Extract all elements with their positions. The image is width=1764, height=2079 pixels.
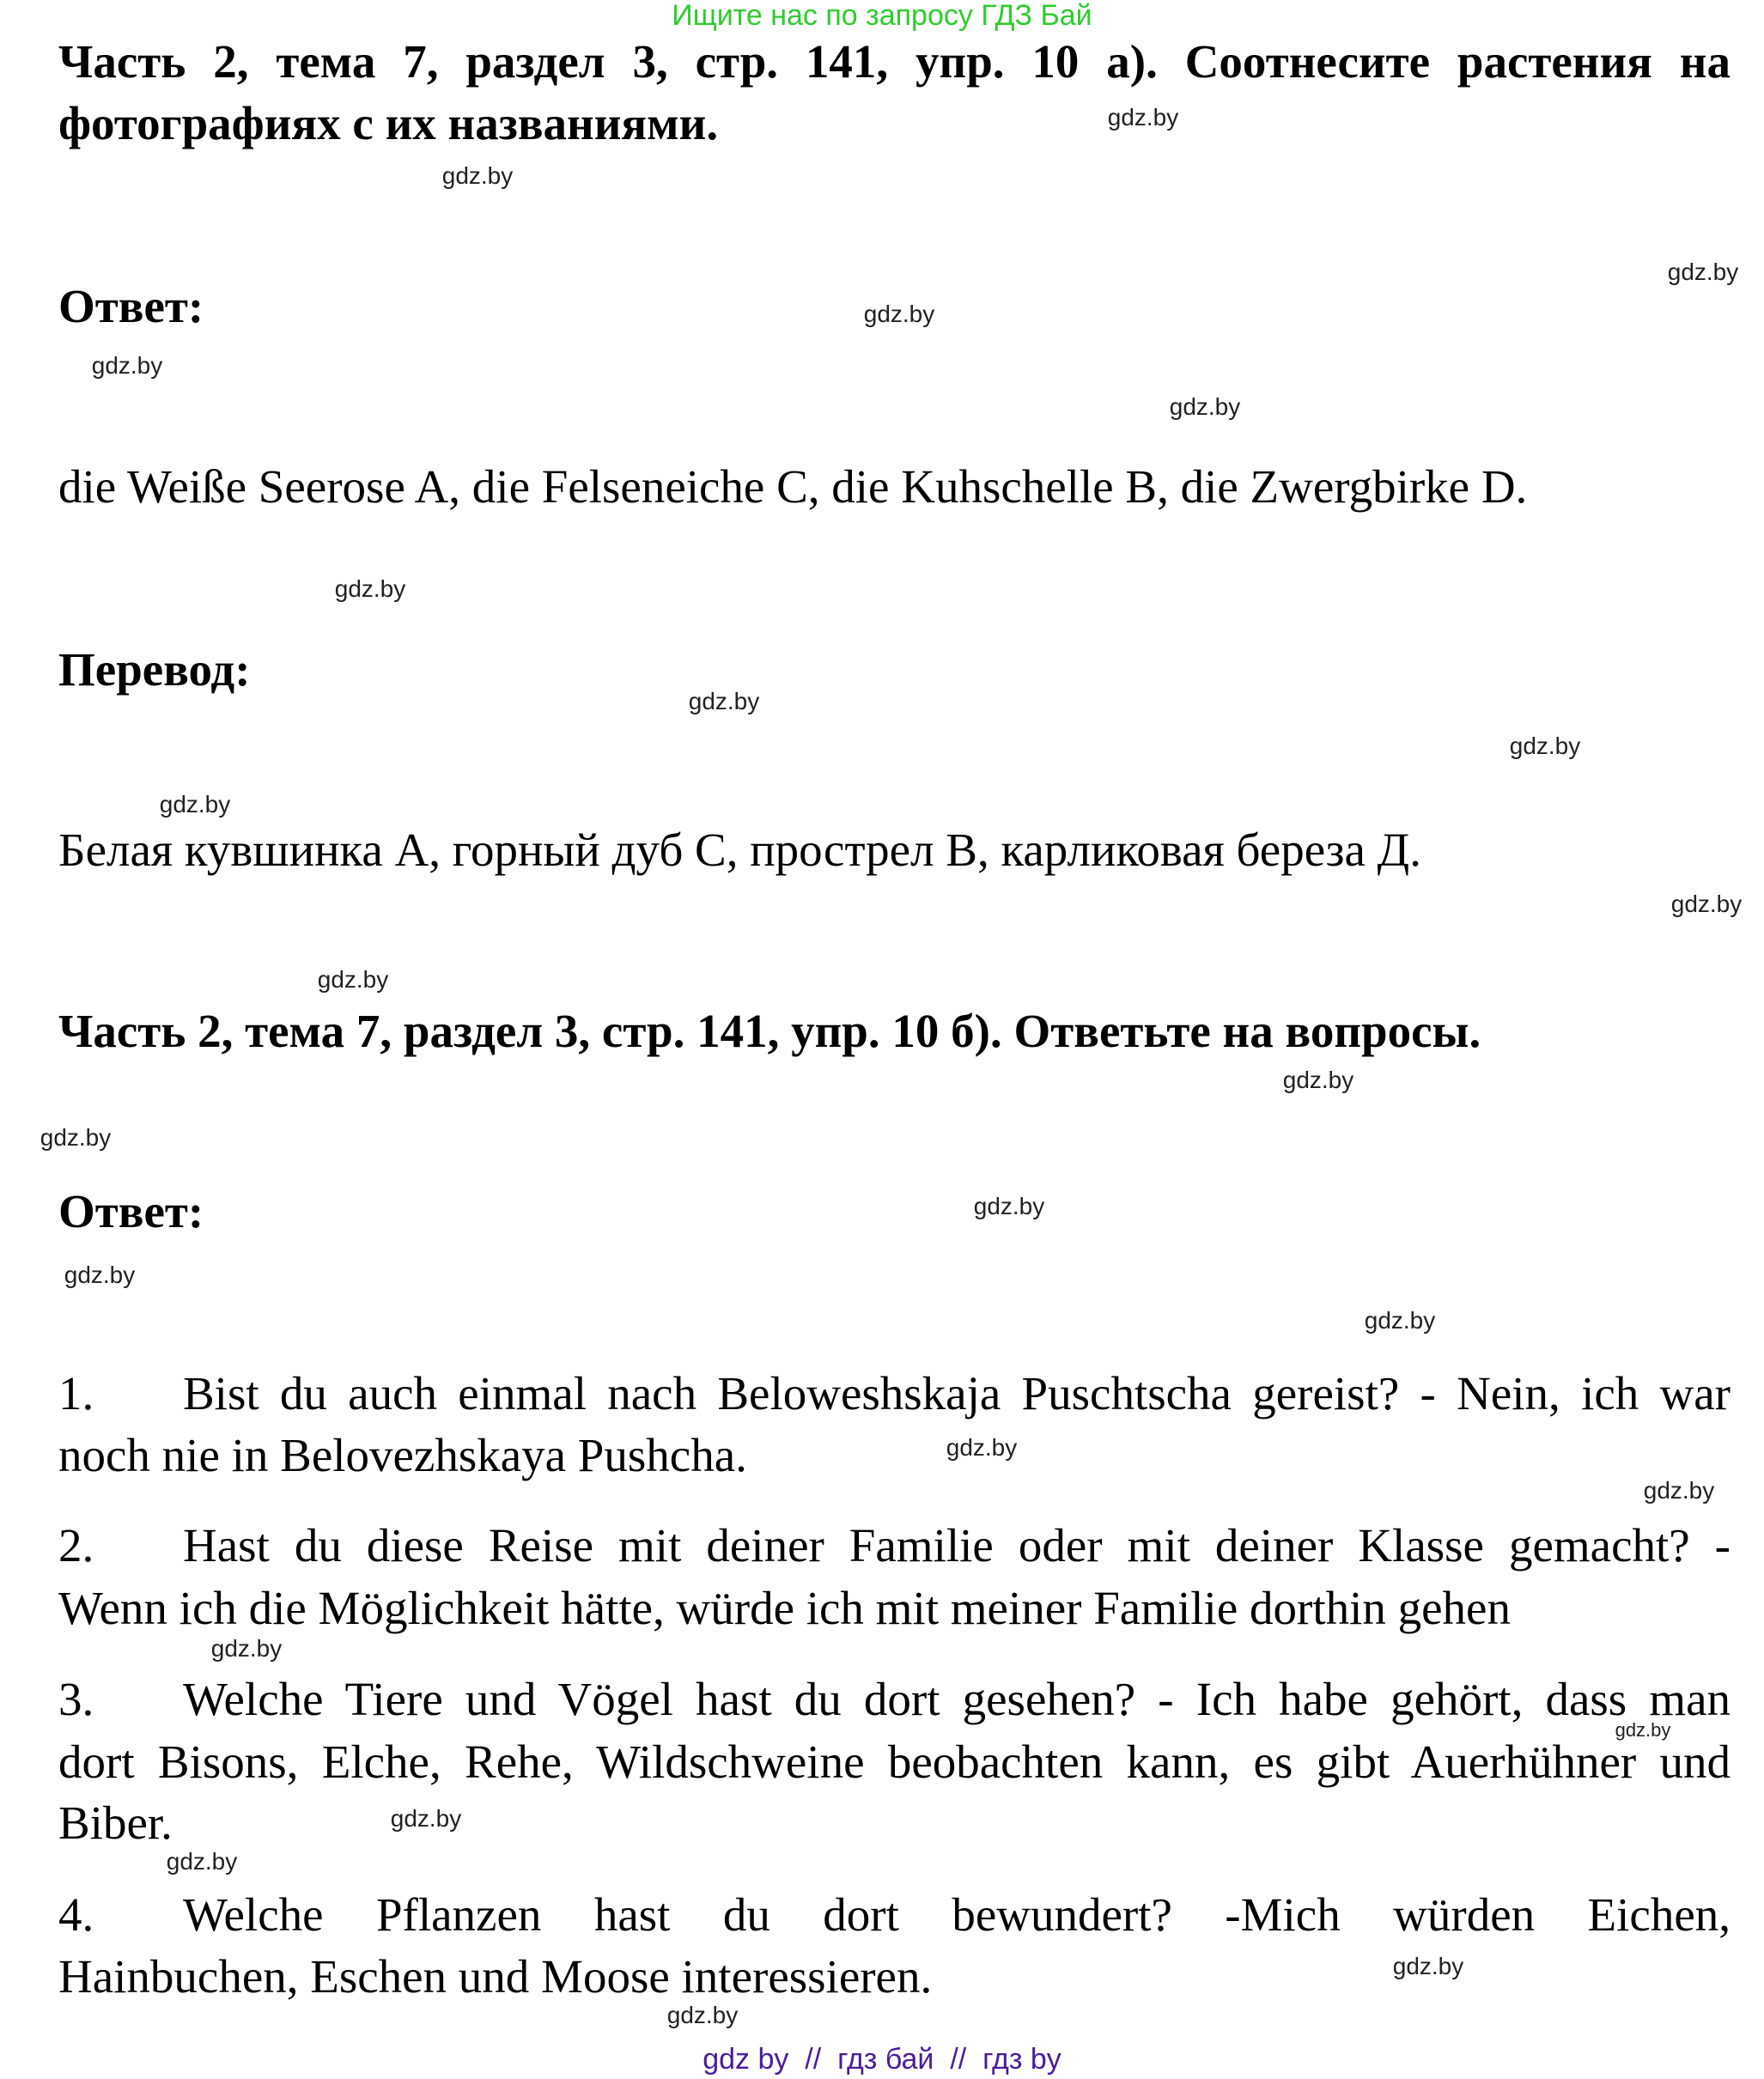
task-b-answer-label: Ответ: [58,1185,204,1237]
watermark: gdz.by [1364,1307,1436,1334]
task-a-title-line1: Часть 2, тема 7, раздел 3, стр. 141, упр. 10 а). Соотнесите растения на [58,35,1731,88]
item-number: 4. [58,1888,94,1941]
answer-item-4-line2: Hainbuchen, Eschen und Moose interessieren. [58,1950,933,2003]
task-a-translation: Белая кувшинка А, горный дуб С, прострел В, карликовая береза Д. [58,824,1421,876]
answer-item-3-line3: Biber. [58,1796,173,1849]
item-number: 3. [58,1673,94,1725]
watermark: gdz.by [688,688,760,714]
watermark: gdz.by [1509,733,1581,759]
answer-item-1-line1 [58,1367,1731,1419]
watermark: gdz.by [1107,104,1179,131]
watermark: gdz.by [1392,1953,1464,1979]
task-a-answer: die Weiße Seerose A, die Felseneiche C, die Kuhschelle B, die Zwergbirke D. [58,460,1528,513]
task-a-title-line2: фотографиях с их названиями. [58,97,719,149]
item-number: 1. [58,1367,94,1419]
watermark: gdz.by [946,1434,1018,1461]
watermark: gdz.by [863,301,935,327]
watermark: gdz.by [1615,1719,1671,1741]
task-a-translation-label: Перевод: [58,643,251,696]
item-text: Welche Tiere und Vögel hast du dort gesehen? - Ich habe gehört, dass man [183,1673,1731,1725]
answer-item-3-line2: dort Bisons, Elche, Rehe, Wildschweine beobachten kann, es gibt Auerhühner und [58,1736,1731,1788]
watermark: gdz.by [973,1193,1045,1219]
footer-links: gdz by // гдз бай // гдз by [703,2043,1061,2076]
item-text: Hast du diese Reise mit deiner Familie oder mit deiner Klasse gemacht? - [183,1519,1731,1571]
watermark: gdz.by [666,2002,739,2028]
watermark: gdz.by [1667,258,1739,285]
task-b-title: Часть 2, тема 7, раздел 3, стр. 141, упр. 10 б). Ответьте на вопросы. [58,1005,1481,1057]
search-banner: Ищите нас по запросу ГДЗ Бай [672,0,1092,32]
watermark: gdz.by [1282,1067,1354,1093]
watermark: gdz.by [64,1261,136,1288]
watermark: gdz.by [441,162,514,189]
watermark: gdz.by [334,575,406,602]
answer-item-2-line1 [58,1519,1731,1571]
watermark: gdz.by [317,966,389,993]
item-text: Bist du auch einmal nach Beloweshskaja Puschtscha gereist? - Nein, ich war [183,1367,1731,1419]
item-text: Welche Pflanzen hast du dort bewundert? -Mich würden Eichen, [183,1888,1731,1941]
watermark: gdz.by [166,1848,238,1875]
watermark: gdz.by [40,1124,112,1151]
watermark: gdz.by [159,791,231,818]
answer-item-3-line1 [58,1673,1731,1725]
answer-item-1-line2: noch nie in Belovezhskaya Pushcha. [58,1429,747,1481]
watermark: gdz.by [1670,891,1743,917]
answer-item-4-line1 [58,1888,1731,1941]
watermark: gdz.by [210,1635,283,1662]
watermark: gdz.by [1169,393,1241,420]
item-number: 2. [58,1519,94,1571]
answer-item-2-line2: Wenn ich die Möglichkeit hätte, würde ich mit meiner Familie dorthin gehen [58,1582,1511,1634]
watermark: gdz.by [1643,1477,1715,1504]
watermark: gdz.by [91,352,163,379]
task-a-answer-label: Ответ: [58,280,204,332]
watermark: gdz.by [390,1805,462,1832]
